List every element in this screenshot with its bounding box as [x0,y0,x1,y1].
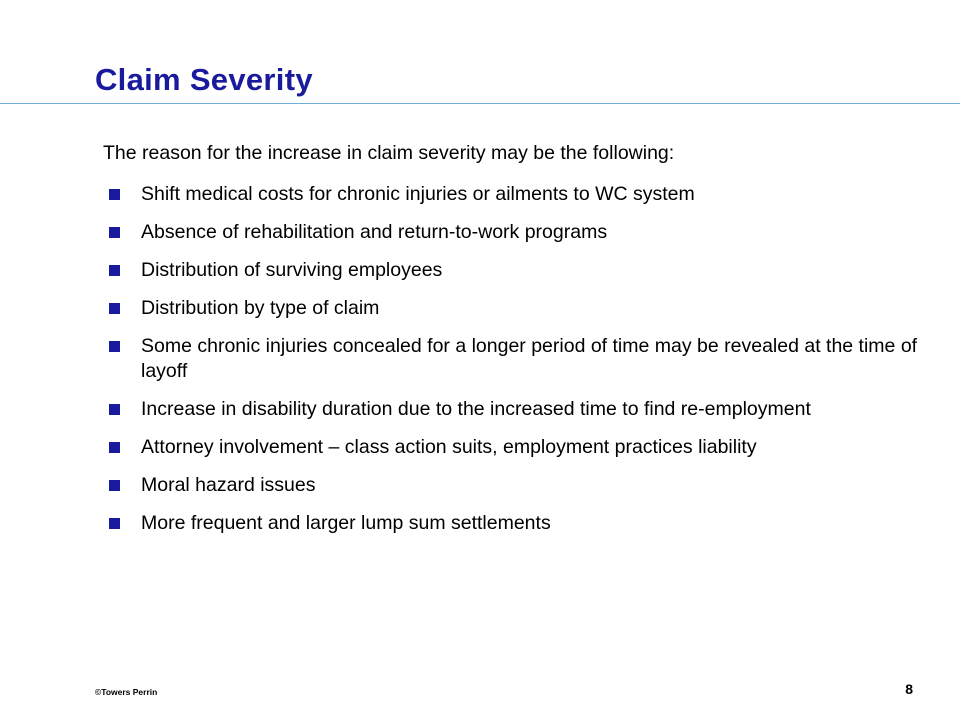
bullet-text: Distribution of surviving employees [141,259,443,281]
bullet-list [108,182,928,549]
square-bullet-icon [109,227,120,238]
slide-title: Claim Severity [95,62,313,97]
bullet-text: Moral hazard issues [141,474,316,496]
square-bullet-icon [109,518,120,529]
bullet-item [108,511,928,536]
copyright-footer: ©Towers Perrin [95,687,158,697]
square-bullet-icon [109,404,120,415]
bullet-item [108,296,928,321]
intro-text: The reason for the increase in claim severity may be the following: [103,142,675,164]
square-bullet-icon [109,303,120,314]
square-bullet-icon [109,442,120,453]
bullet-text: Some chronic injuries concealed for a longer period of time may be revealed at the time of layoff [141,335,918,382]
square-bullet-icon [109,480,120,491]
square-bullet-icon [109,189,120,200]
page-number: 8 [905,681,913,697]
bullet-text: Shift medical costs for chronic injuries or ailments to WC system [141,183,695,205]
bullet-item [108,435,928,460]
bullet-item [108,182,928,207]
bullet-item [108,473,928,498]
bullet-item [108,220,928,245]
bullet-text: More frequent and larger lump sum settlements [141,512,551,534]
bullet-text: Absence of rehabilitation and return-to-work programs [141,221,608,243]
square-bullet-icon [109,265,120,276]
title-divider [0,103,960,104]
bullet-item [108,397,928,422]
bullet-text: Increase in disability duration due to the increased time to find re-employment [141,398,811,420]
bullet-item [108,258,928,283]
bullet-item [108,334,928,384]
square-bullet-icon [109,341,120,352]
bullet-text: Attorney involvement – class action suits, employment practices liability [141,436,757,458]
bullet-text: Distribution by type of claim [141,297,380,319]
